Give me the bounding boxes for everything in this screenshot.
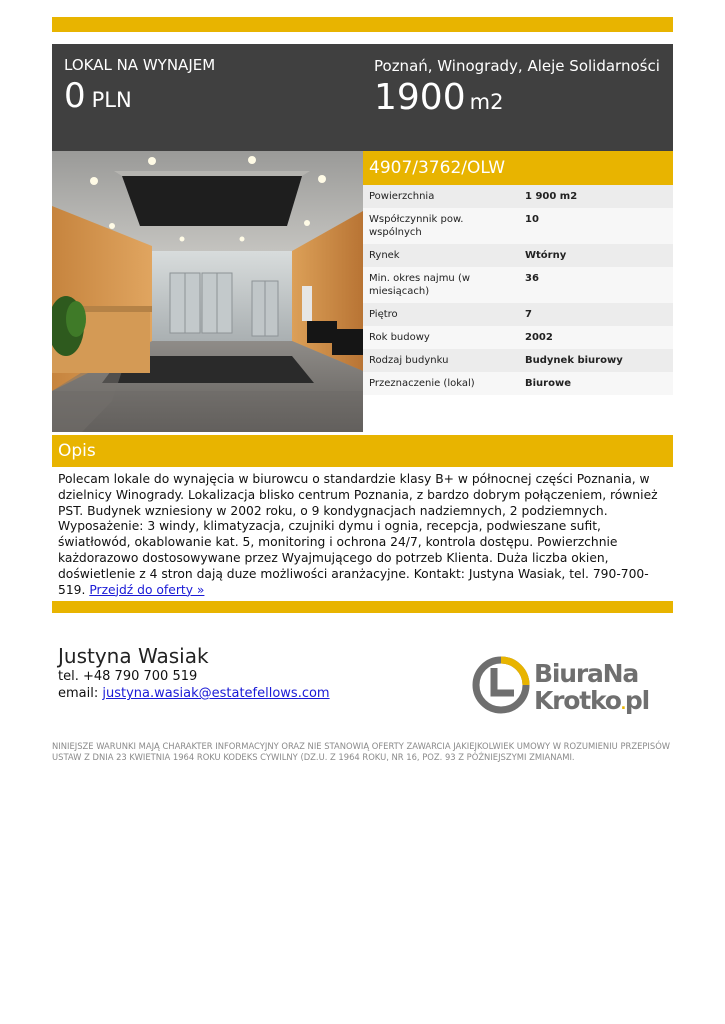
param-value: 10	[525, 214, 539, 225]
param-label: Współczynnik pow. wspólnych	[369, 214, 464, 238]
param-row	[363, 372, 673, 395]
param-row	[363, 326, 673, 349]
param-row	[363, 267, 673, 303]
logo-line1: BiuraNa	[534, 659, 639, 688]
param-label: Rok budowy	[369, 332, 430, 343]
agent-phone-line	[58, 668, 330, 685]
param-row	[363, 244, 673, 267]
param-value: Biurowe	[525, 378, 571, 389]
param-value: Wtórny	[525, 250, 567, 261]
agent-email-line	[58, 685, 330, 702]
offer-type: LOKAL NA WYNAJEM	[64, 56, 216, 74]
mid-accent-bar	[52, 601, 673, 613]
price-value: 0	[64, 76, 86, 116]
param-label: Powierzchnia	[369, 191, 435, 202]
phone-prefix: tel.	[58, 669, 79, 684]
param-label: Rynek	[369, 250, 400, 261]
param-value: Budynek biurowy	[525, 355, 623, 366]
price-currency: PLN	[91, 88, 132, 112]
param-row	[363, 303, 673, 326]
header-left	[64, 56, 354, 120]
area-unit: m2	[469, 90, 504, 114]
header-right	[374, 56, 664, 124]
param-row	[363, 349, 673, 372]
top-accent-bar	[52, 17, 673, 32]
param-label: Min. okres najmu (w miesiącach)	[369, 273, 471, 297]
parameters-table	[363, 185, 673, 395]
description-heading: Opis	[52, 435, 673, 467]
agent-email-link[interactable]: justyna.wasiak@estatefellows.com	[102, 686, 330, 701]
agent-name: Justyna Wasiak	[58, 644, 209, 668]
legal-disclaimer: NINIEJSZE WARUNKI MAJĄ CHARAKTER INFORMACYJNY ORAZ NIE STANOWIĄ OFERTY ZAWARCIA JAKIEJKOLWIEK UMOWY W ROZUMIENIU PRZEPISÓW USTAW Z DNIA 23 KWIETNIA 1964 ROKU KODEKS CYWILNY (DZ.U. Z 1964 ROKU, NR 16, POZ. 93 Z PÓŹNIEJSZYMI ZMIANAMI.	[52, 741, 671, 762]
param-value: 1 900 m2	[525, 191, 578, 202]
description-body: Polecam lokale do wynajęcia w biurowcu o standardzie klasy B+ w północnej części Poznania, w dzielnicy Winogrady. Lokalizacja blisko centrum Poznania, z bardzo dobrym połączeniem, również PST. Budynek wzniesiony w 2002 roku, o 9 kondygnacjach nadziemnych, 2 podziemnych. Wyposażenie: 3 windy, klimatyzacja, czujniki dymu i ognia, recepcja, podwieszane sufit, światłowód, okablowanie kat. 5, monitoring i ochrona 24/7, kontrola dostępu. Powierzchnie każdorazowo dostosowywane przez Wyajmującego do potrzeb Klienta. Duża liczba okien, doświetlenie z 4 stron dają duze możliwości aranżacyjne. Kontakt: Justyna Wasiak, tel. 790-700-519.	[58, 472, 658, 597]
param-value: 36	[525, 273, 539, 284]
param-row	[363, 185, 673, 208]
agent-contact	[58, 644, 330, 702]
area	[374, 76, 664, 124]
offer-header	[52, 44, 673, 151]
param-label: Przeznaczenie (lokal)	[369, 378, 475, 389]
biura-na-krotko-logo	[470, 652, 660, 718]
param-row	[363, 208, 673, 244]
param-label: Rodzaj budynku	[369, 355, 449, 366]
param-value: 2002	[525, 332, 553, 343]
agent-phone: +48 790 700 519	[82, 669, 198, 684]
offer-link[interactable]: Przejdź do oferty »	[89, 582, 205, 597]
logo-line2: Krotko.pl	[534, 686, 649, 715]
email-prefix: email:	[58, 686, 99, 701]
location: Poznań, Winogrady, Aleje Solidarności	[374, 57, 660, 75]
param-label: Piętro	[369, 309, 398, 320]
offer-reference: 4907/3762/OLW	[363, 151, 673, 185]
price	[64, 76, 354, 120]
description-text	[58, 472, 668, 598]
area-value: 1900	[374, 77, 466, 118]
property-photo	[52, 151, 363, 432]
param-value: 7	[525, 309, 532, 320]
